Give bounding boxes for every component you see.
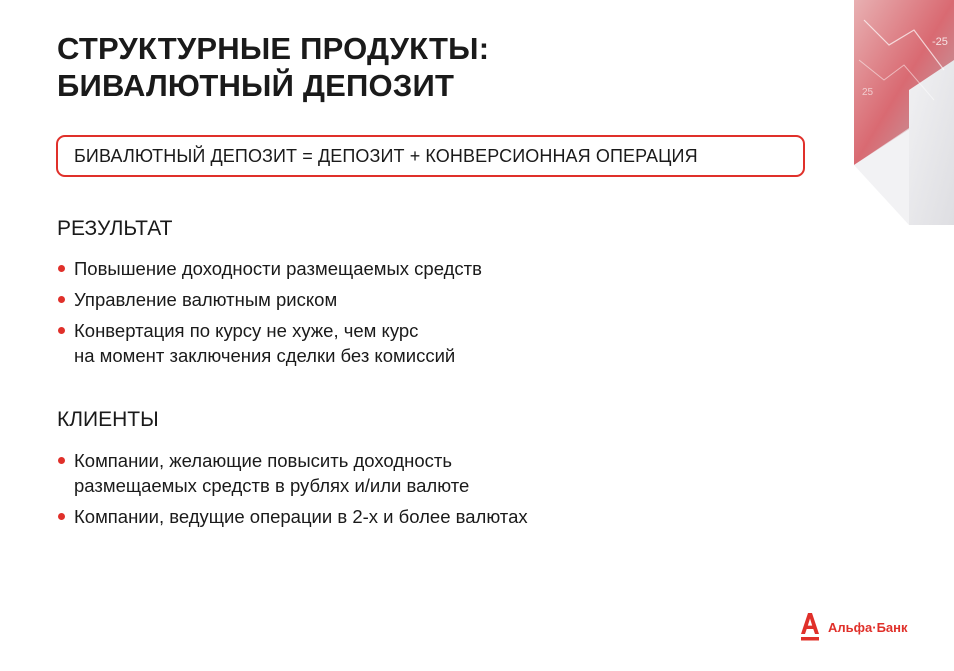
list-item-text: Компании, ведущие операции в 2-х и более валютах (74, 506, 528, 527)
list-item (57, 504, 528, 529)
list-item-text: Компании, желающие повысить доходность (74, 450, 452, 471)
bullet-dot-icon (58, 265, 65, 272)
bullet-dot-icon (58, 457, 65, 464)
list-item-text-continued: размещаемых средств в рублях и/или валюте (74, 475, 470, 496)
formula-box (56, 135, 805, 177)
page-title-line-2: БИВАЛЮТНЫЙ ДЕПОЗИТ (57, 68, 455, 103)
alfa-bank-logo (800, 612, 908, 642)
list-item-text: Управление валютным риском (74, 289, 338, 310)
alfa-bank-a-icon (800, 612, 820, 642)
svg-text:-25: -25 (932, 36, 948, 48)
list-item (57, 318, 482, 368)
list-item-text: Конвертация по курсу не хуже, чем курс (74, 320, 419, 341)
clients-heading: КЛИЕНТЫ (57, 408, 159, 431)
bullet-dot-icon (58, 327, 65, 334)
list-item (57, 448, 528, 498)
list-item (57, 287, 482, 312)
list-item-text: Повышение доходности размещаемых средств (74, 258, 482, 279)
list-item (57, 256, 482, 281)
result-list (57, 256, 482, 374)
clients-list (57, 448, 528, 535)
page-title (57, 30, 489, 104)
bullet-dot-icon (58, 296, 65, 303)
logo-text: Альфа·Банк (828, 619, 908, 635)
formula-text: БИВАЛЮТНЫЙ ДЕПОЗИТ = ДЕПОЗИТ + КОНВЕРСИОННАЯ ОПЕРАЦИЯ (74, 145, 698, 166)
bullet-dot-icon (58, 513, 65, 520)
page-title-line-1: СТРУКТУРНЫЕ ПРОДУКТЫ: (57, 31, 490, 66)
corner-decoration-image (854, 0, 954, 225)
result-heading: РЕЗУЛЬТАТ (57, 217, 173, 240)
list-item-text-continued: на момент заключения сделки без комиссий (74, 345, 456, 366)
svg-text:25: 25 (862, 87, 874, 98)
